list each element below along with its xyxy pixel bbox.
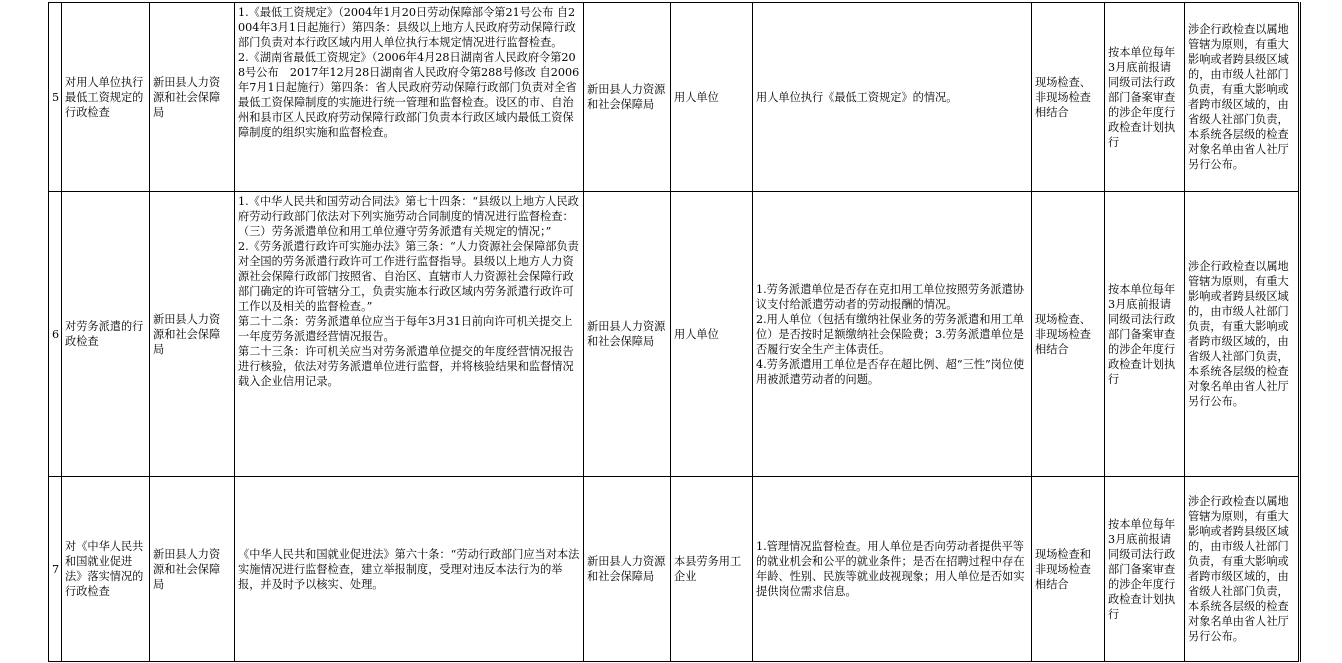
table-row [49,192,1300,477]
content-paragraph: 1.管理情况监督检查。用人单位是否向劳动者提供平等的就业机会和公平的就业条件；是否在招聘过程中存在年龄、性别、民族等就业歧视现象；用人单位是否如实提供岗位需求信息。 [756,540,1025,598]
inspection-content [753,3,1032,192]
legal-basis-paragraph: 2.《劳务派遣行政许可实施办法》第三条：“人力资源社会保障部负责对全国的劳务派遣行政许可工作进行监督指导。县级以上地方人力资源社会保障行政部门按照省、自治区、直辖市人力资源社会保障行政部门确定的许可管辖分工，负责实施本行政区域内劳务派遣行政许可工作以及相关的监督检查。” [238,240,579,313]
inspection-method: 现场检查、非现场检查相结合 [1032,192,1105,477]
content-paragraph: 4.劳务派遣用工单位是否存在超比例、超“三性”岗位使用被派遣劳动者的问题。 [756,357,1025,386]
legal-basis [235,3,584,192]
legal-basis-paragraph: 2.《湖南省最低工资规定》（2006年4月28日湖南省人民政府令第208号公布 2017年12月28日湖南省人民政府令第288号修改 自2006年7月1日起施行）第四条：省人民政府劳动保障行政部门负责对全省最低工资保障制度的实施进行统一管理和监督检查。设区的市、自治州和县市区人民政府劳动保障行政部门负责本行政区域内最低工资保障制度的组织实施和监督检查。 [238,51,580,139]
content-paragraph: 用人单位执行《最低工资规定》的情况。 [756,90,958,104]
inspection-item: 对用人单位执行最低工资规定的行政检查 [62,3,150,192]
content-paragraph: 1.劳务派遣单位是否存在克扣用工单位按照劳务派遣协议支付给派遣劳动者的劳动报酬的情况。 [756,282,1024,311]
inspection-target: 用人单位 [671,192,753,477]
table-row [49,477,1300,662]
table-row [49,3,1300,192]
row-number: 5 [49,3,62,192]
legal-basis-paragraph: 1.《最低工资规定》（2004年1月20日劳动保障部令第21号公布 自2004年3月1日起施行）第四条：县级以上地方人民政府劳动保障行政部门负责对本行政区域内用人单位执行本规定情况进行监督检查。 [238,6,576,49]
legal-basis [235,192,584,477]
legal-basis-paragraph: 第二十二条：劳务派遣单位应当于每年3月31日前向许可机关提交上一年度劳务派遣经营情况报告。 [238,315,573,343]
inspection-table [48,2,1301,662]
inspection-frequency: 按本单位每年3月底前报请同级司法行政部门备案审查的涉企年度行政检查计划执行 [1105,3,1185,192]
legal-basis-paragraph: 1.《中华人民共和国劳动合同法》第七十四条：“县级以上地方人民政府劳动行政部门依法对下列实施劳动合同制度的情况进行监督检查：（三）劳务派遣单位和用工单位遵守劳务派遣有关规定的情况；” [238,195,579,238]
implementing-body: 新田县人力资源和社会保障局 [150,3,235,192]
implementing-body: 新田县人力资源和社会保障局 [150,192,235,477]
inspection-item: 对《中华人民共和国就业促进法》落实情况的行政检查 [62,477,150,662]
implementing-body: 新田县人力资源和社会保障局 [150,477,235,662]
inspection-target: 用人单位 [671,3,753,192]
inspection-frequency: 按本单位每年3月底前报请同级司法行政部门备案审查的涉企年度行政检查计划执行 [1105,192,1185,477]
inspection-frequency: 按本单位每年3月底前报请同级司法行政部门备案审查的涉企年度行政检查计划执行 [1105,477,1185,662]
legal-basis-paragraph: 《中华人民共和国就业促进法》第六十条：“劳动行政部门应当对本法实施情况进行监督检查，建立举报制度，受理对违反本法行为的举报，并及时予以核实、处理。 [238,547,580,591]
inspection-agency: 新田县人力资源和社会保障局 [584,3,671,192]
inspection-target: 本县劳务用工企业 [671,477,753,662]
legal-basis [235,477,584,662]
inspection-agency: 新田县人力资源和社会保障局 [584,192,671,477]
row-number: 7 [49,477,62,662]
inspection-agency: 新田县人力资源和社会保障局 [584,477,671,662]
remarks: 涉企行政检查以属地管辖为原则，有重大影响或者跨县级区域的，由市级人社部门负责，有重大影响或者跨市级区域的，由省级人社部门负责，本系统各层级的检查对象名单由省人社厅另行公布。 [1185,192,1300,477]
inspection-method: 现场检查和非现场检查相结合 [1032,477,1105,662]
inspection-content [753,192,1032,477]
content-paragraph: 2.用人单位（包括有缴纳社保业务的劳务派遣和用工单位）是否按时足额缴纳社会保险费；3.劳务派遣单位是否履行安全生产主体责任。 [756,312,1024,356]
row-number: 6 [49,192,62,477]
inspection-content [753,477,1032,662]
legal-basis-paragraph: 第二十三条：许可机关应当对劳务派遣单位提交的年度经营情况报告进行核验，依法对劳务派遣单位进行监督，并将核验结果和监督情况载入企业信用记录。 [238,345,574,388]
inspection-item: 对劳务派遣的行政检查 [62,192,150,477]
inspection-method: 现场检查、非现场检查相结合 [1032,3,1105,192]
remarks: 涉企行政检查以属地管辖为原则，有重大影响或者跨县级区域的，由市级人社部门负责，有重大影响或者跨市级区域的，由省级人社部门负责，本系统各层级的检查对象名单由省人社厅另行公布。 [1185,477,1300,662]
remarks: 涉企行政检查以属地管辖为原则，有重大影响或者跨县级区域的，由市级人社部门负责，有重大影响或者跨市级区域的，由省级人社部门负责，本系统各层级的检查对象名单由省人社厅另行公布。 [1185,3,1300,192]
